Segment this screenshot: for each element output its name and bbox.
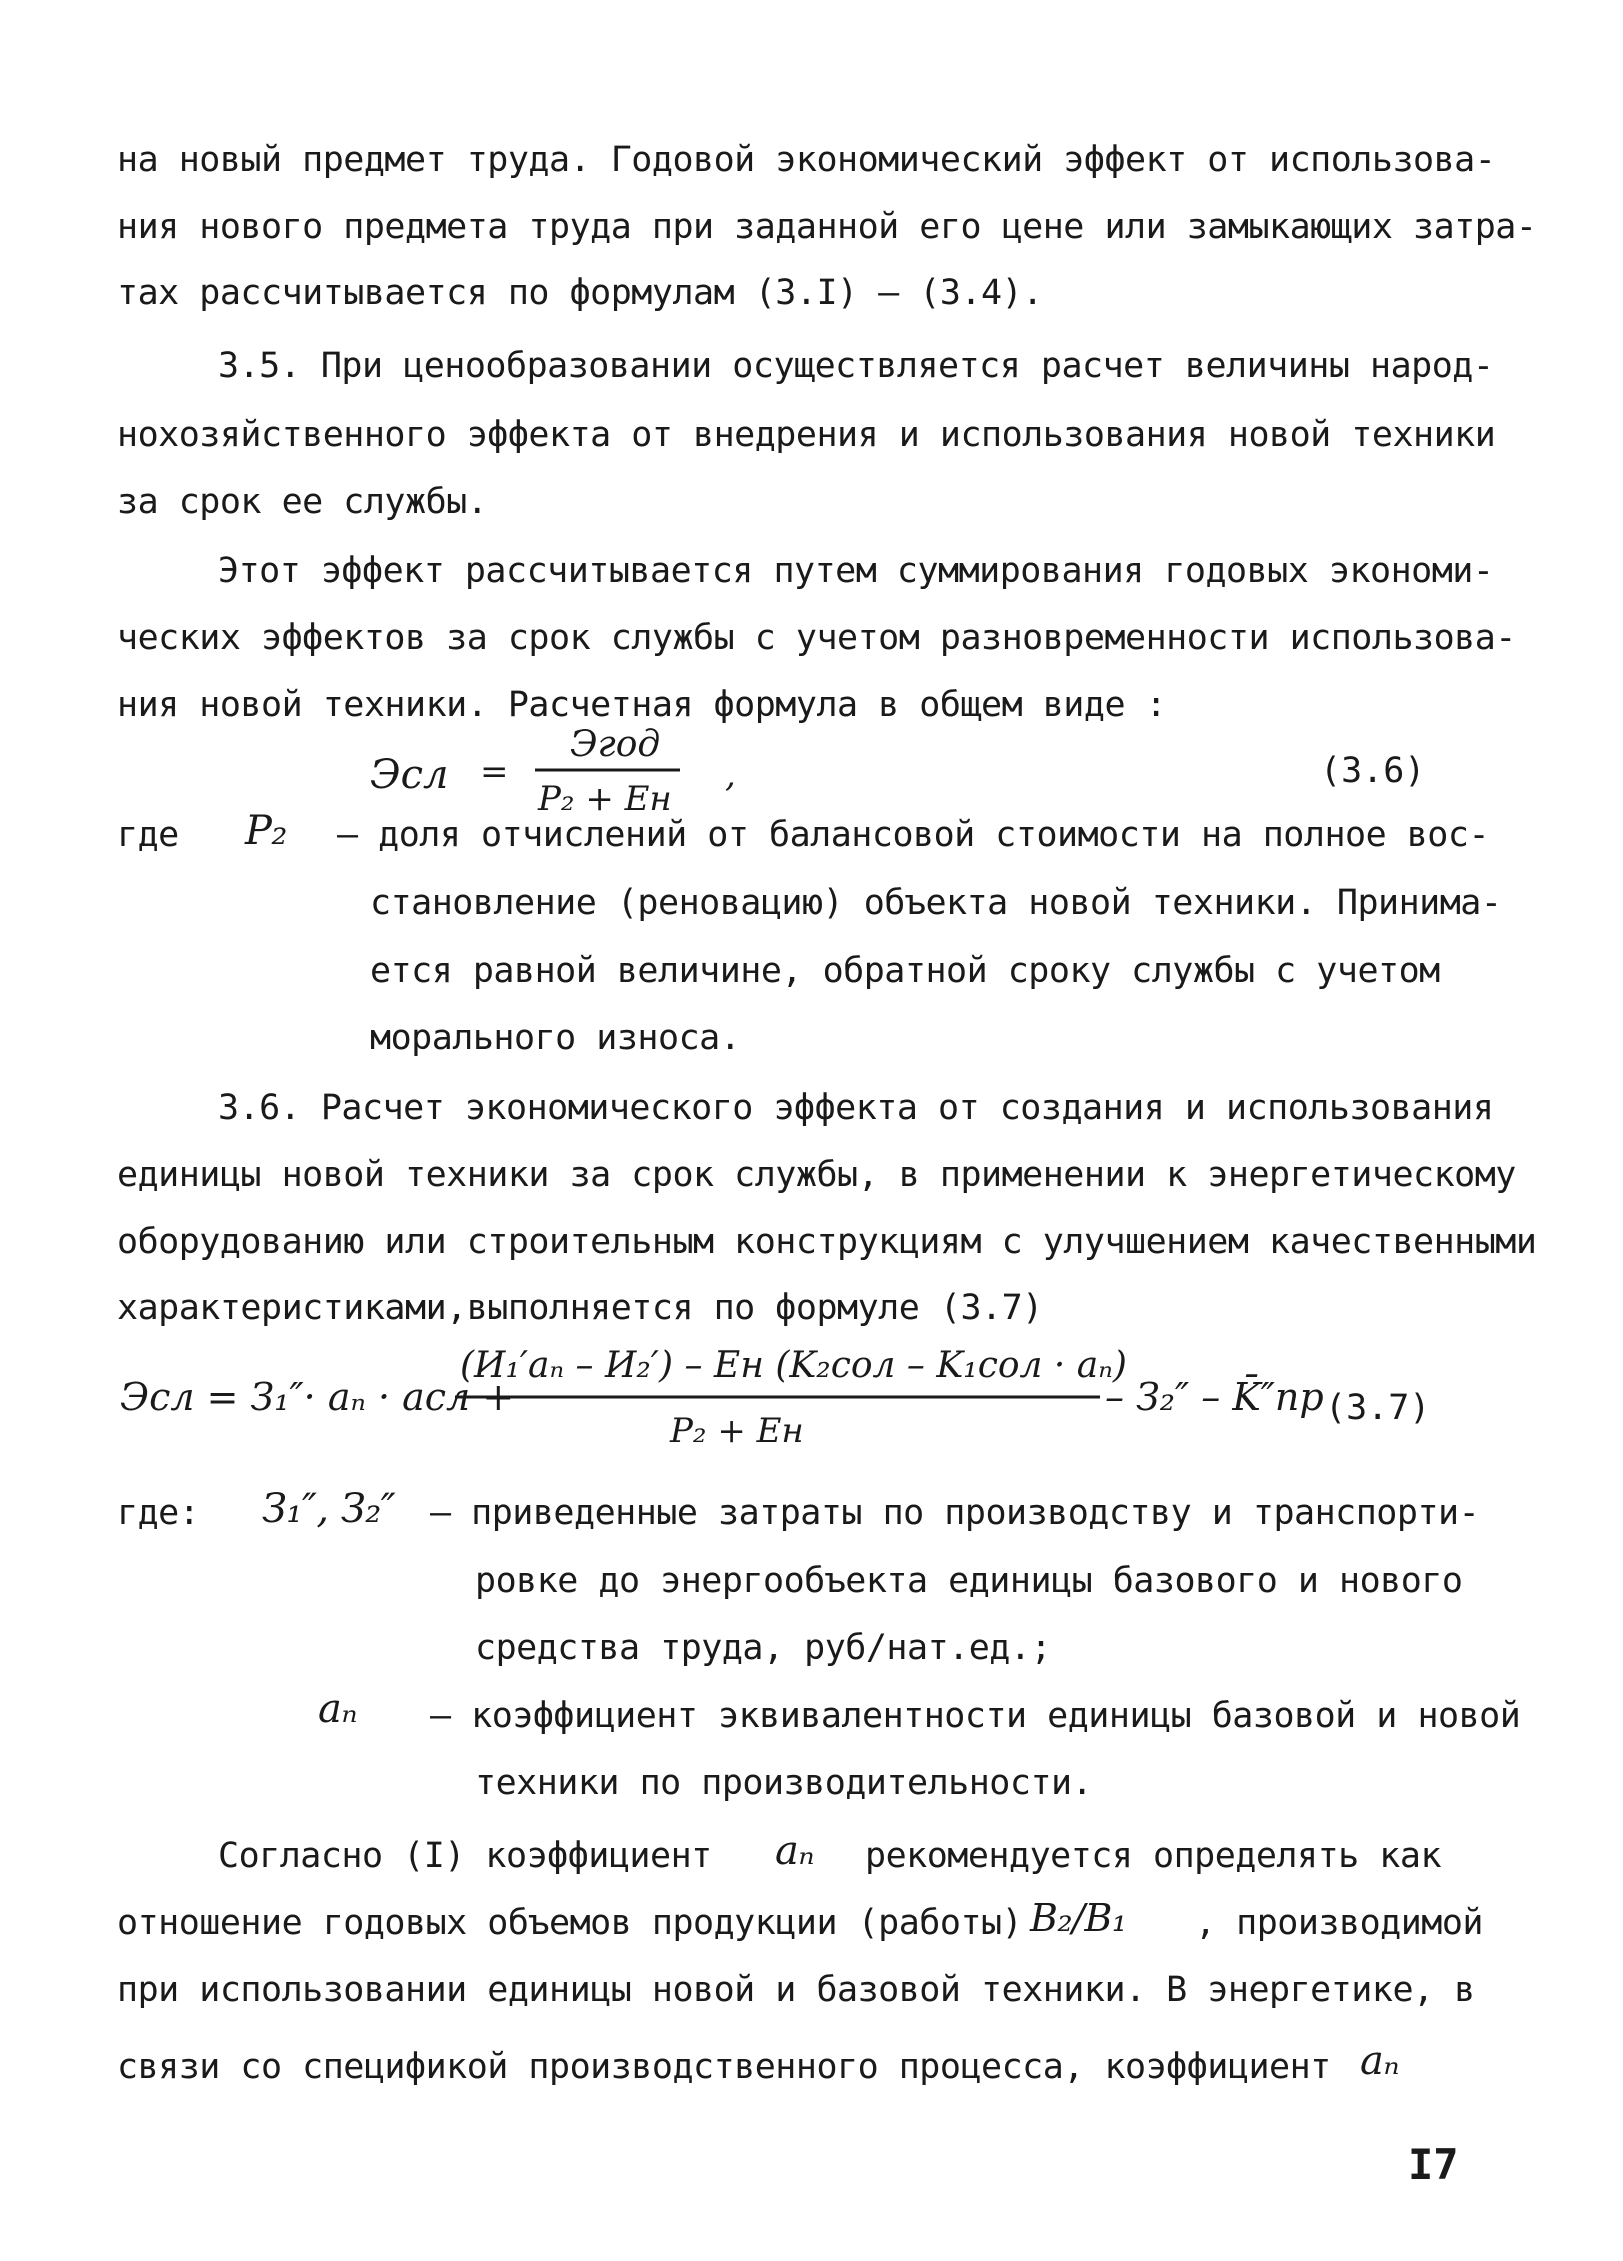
where-3-6-line-3: ется равной величине, обратной сроку службы с учетом: [370, 951, 1440, 991]
where-3-6-label: где: [117, 815, 179, 855]
where-3-7-symbol-2: aₙ: [318, 1686, 358, 1732]
formula-3-6-equals: =: [480, 752, 509, 792]
formula-3-7-lhs: Эсл = З₁″· aₙ · aсл +: [120, 1375, 515, 1419]
p1-line-2: ния нового предмета труда при заданной его цене или замыкающих затра-: [117, 207, 1537, 247]
p2-line-3: за срок ее службы.: [117, 482, 488, 522]
formula-3-6-comma: ,: [725, 755, 736, 795]
formula-3-6-numerator: Эгод: [570, 724, 661, 765]
where-3-7-line-2: ровке до энергообъекта единицы базового и нового: [475, 1561, 1463, 1601]
where-3-7-label: где:: [117, 1493, 200, 1533]
formula-3-7-tail: – З₂″ – K̄″пр: [1105, 1375, 1324, 1419]
formula-3-7-denominator: P₂ + Eн: [670, 1411, 804, 1451]
p5-line-2-symbol: B₂/B₁: [1030, 1896, 1127, 1940]
p2-line-1: 3.5. При ценообразовании осуществляется расчет величины народ-: [218, 346, 1494, 386]
p4-line-3: оборудованию или строительным конструкциям с улучшением качественными: [117, 1222, 1537, 1262]
formula-3-6-lhs: Эсл: [370, 752, 449, 798]
formula-3-7-number: (3.7): [1325, 1388, 1431, 1428]
p1-line-3: тах рассчитывается по формулам (3.I) – (3.4).: [117, 273, 1043, 313]
where-3-7-line-3: средства труда, руб/нат.ед.;: [475, 1628, 1052, 1668]
where-3-6-line-2: становление (реновацию) объекта новой техники. Принима-: [370, 883, 1502, 923]
formula-3-6-number: (3.6): [1320, 751, 1426, 791]
p3-line-1: Этот эффект рассчитывается путем суммирования годовых экономи-: [218, 551, 1494, 591]
p5-line-1-symbol: aₙ: [775, 1828, 815, 1874]
p5-line-4-symbol: aₙ: [1360, 2038, 1400, 2084]
where-3-6-symbol: P₂: [245, 808, 287, 854]
p4-line-4: характеристиками,выполняется по формуле (3.7): [117, 1288, 1043, 1328]
where-3-7-line-5: техники по производительности.: [475, 1763, 1093, 1803]
p1-line-1: на новый предмет труда. Годовой экономический эффект от использова-: [117, 140, 1496, 180]
p5-line-2b: , производимой: [1195, 1903, 1484, 1943]
formula-3-7: [110, 1322, 1340, 1462]
where-3-7-line-1: – приведенные затраты по производству и транспорти-: [430, 1493, 1480, 1533]
formula-3-6-denominator: P₂ + Eн: [538, 779, 672, 819]
p5-line-4a: связи со спецификой производственного процесса, коэффициент: [117, 2047, 1331, 2087]
p5-line-1b: рекомендуется определять как: [865, 1836, 1442, 1876]
p4-line-2: единицы новой техники за срок службы, в применении к энергетическому: [117, 1155, 1516, 1195]
p5-line-3: при использовании единицы новой и базовой техники. В энергетике, в: [117, 1970, 1475, 2010]
formula-3-7-numerator: (И₁′aₙ – И₂′) – Eн (K₂сол – K₁сол · aₙ): [460, 1345, 1127, 1386]
p3-line-3: ния новой техники. Расчетная формула в общем виде :: [117, 685, 1167, 725]
where-3-6-line-1: – доля отчислений от балансовой стоимости на полное вос-: [337, 815, 1490, 855]
p5-line-2a: отношение годовых объемов продукции (работы): [117, 1903, 1023, 1943]
p4-line-1: 3.6. Расчет экономического эффекта от создания и использования: [218, 1088, 1494, 1128]
p5-line-1a: Согласно (I) коэффициент: [218, 1836, 712, 1876]
where-3-6-line-4: морального износа.: [370, 1018, 741, 1058]
where-3-7-line-4: – коэффициент эквивалентности единицы базовой и новой: [430, 1696, 1521, 1736]
p3-line-2: ческих эффектов за срок службы с учетом разновременности использова-: [117, 618, 1516, 658]
page-number: I7: [1408, 2140, 1459, 2189]
p2-line-2: нохозяйственного эффекта от внедрения и использования новой техники: [117, 415, 1496, 455]
where-3-7-symbol-1: З₁″, З₂″: [262, 1486, 396, 1532]
